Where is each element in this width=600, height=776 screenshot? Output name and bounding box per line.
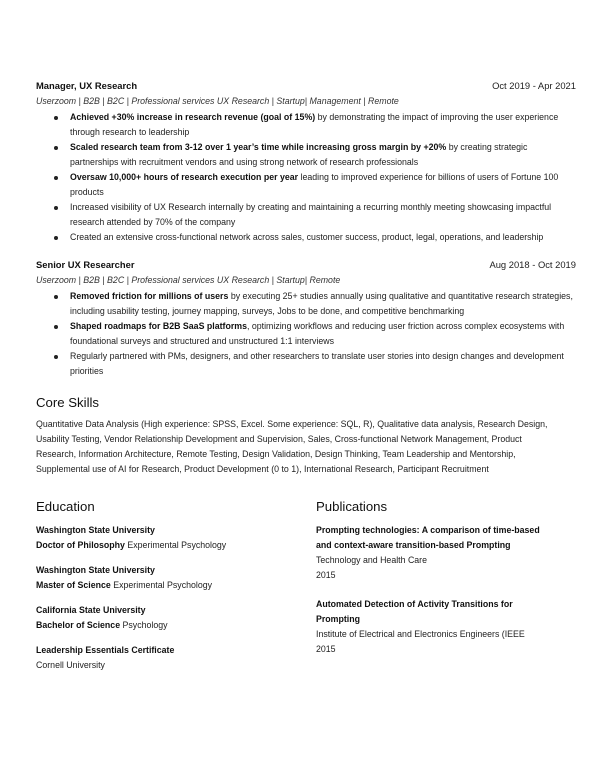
- publication-year: 2015: [316, 644, 336, 654]
- bullet-item: [36, 170, 576, 200]
- publication-entry: [316, 523, 556, 583]
- job-header: [36, 80, 576, 91]
- bullet-text: Created an extensive cross-functional network across sales, customer success, product, legal, operations, and leadership: [70, 232, 544, 242]
- degree-line: [36, 538, 316, 553]
- degree-line: [36, 578, 316, 593]
- publication-venue: Technology and Health Care: [316, 555, 428, 565]
- bullet-text: by executing 25+ studies annually using qualitative and quantitative research strategies, including usability testing, journey mapping, surveys, Jobs to be done, and competitive benchmarking: [70, 291, 573, 316]
- job-bullets: [36, 289, 576, 379]
- bullet-text: , optimizing workflows and reducing user friction across complex ecosystems with foundational surveys and structured and unstructured 1:1 interviews: [70, 321, 565, 346]
- job-dates: Oct 2019 - Apr 2021: [492, 80, 576, 91]
- bullet-bold: Removed friction for millions of users: [70, 291, 229, 301]
- publications-section: [316, 499, 576, 683]
- education-entry: [36, 523, 316, 553]
- publication-title: Automated Detection of Activity Transitions for Prompting: [316, 599, 513, 624]
- job-entry: [36, 80, 576, 245]
- education-entry: [36, 603, 316, 633]
- education-section: [36, 499, 316, 683]
- degree-line: [36, 618, 316, 633]
- bullet-text: by demonstrating the impact of improving the user experience through research to leadership: [70, 112, 559, 137]
- bullet-bold: Oversaw 10,000+ hours of research execution per year: [70, 172, 299, 182]
- education-entry: [36, 563, 316, 593]
- field: Experimental Psychology: [110, 580, 213, 590]
- two-column-section: [36, 499, 576, 683]
- certificate-entry: [36, 643, 316, 673]
- school-name: Washington State University: [36, 525, 155, 535]
- skills-text: Quantitative Data Analysis (High experience: SPSS, Excel. Some experience: SQL, R), Qualitative data analysis, Research Design, Usability Testing, Vendor Relationship Development and Supervision, Sales, Cross-functional Network Management, Product Research, Information Architecture, Remote Testing, Design Validation, Design Thinking, Team Leadership and Mentorship, Supplemental use of AI for Research, Product Development (0 to 1), International Research, Participant Recruitment: [36, 419, 548, 474]
- publication-year: 2015: [316, 570, 336, 580]
- publications-heading: Publications: [316, 499, 388, 514]
- publication-entry: [316, 597, 556, 657]
- bullet-text: Regularly partnered with PMs, designers, and other researchers to translate user stories into design changes and development priorities: [70, 351, 564, 376]
- bullet-item: [36, 289, 576, 319]
- job-tags: Userzoom | B2B | B2C | Professional services UX Research | Startup| Management | Remote: [36, 96, 399, 106]
- education-heading: Education: [36, 499, 95, 514]
- bullet-text: Increased visibility of UX Research internally by creating and maintaining a recurring monthly meeting showcasing impactful research attended by 70% of the company: [70, 202, 552, 227]
- bullet-item: [36, 349, 576, 379]
- field: Psychology: [120, 620, 168, 630]
- degree: Doctor of Philosophy: [36, 540, 125, 550]
- bullet-item: [36, 319, 576, 349]
- skills-heading: Core Skills: [36, 395, 100, 410]
- job-header: [36, 259, 576, 270]
- publication-title: Prompting technologies: A comparison of time-based and context-aware transition-based Prompting: [316, 525, 540, 550]
- bullet-bold: Scaled research team from 3-12 over 1 year’s time while increasing gross margin by +20%: [70, 142, 447, 152]
- school-name: Washington State University: [36, 565, 155, 575]
- job-entry: [36, 259, 576, 379]
- school-name: California State University: [36, 605, 146, 615]
- degree: Master of Science: [36, 580, 111, 590]
- bullet-item: [36, 230, 576, 245]
- certificate-issuer: Cornell University: [36, 660, 105, 670]
- job-tags: Userzoom | B2B | B2C | Professional services UX Research | Startup| Remote: [36, 275, 341, 285]
- job-title: Senior UX Researcher: [36, 259, 135, 270]
- degree: Bachelor of Science: [36, 620, 121, 630]
- bullet-text: leading to improved experience for billions of users of Fortune 100 products: [70, 172, 559, 197]
- bullet-bold: Shaped roadmaps for B2B SaaS platforms: [70, 321, 247, 331]
- certificate-name: Leadership Essentials Certificate: [36, 645, 175, 655]
- job-dates: Aug 2018 - Oct 2019: [489, 259, 576, 270]
- bullet-text: by creating strategic partnerships with recruitment vendors and using strong network of research professionals: [70, 142, 528, 167]
- job-bullets: [36, 110, 576, 245]
- skills-section: [36, 395, 576, 477]
- field: Experimental Psychology: [124, 540, 227, 550]
- bullet-item: [36, 140, 576, 170]
- bullet-item: [36, 200, 576, 230]
- bullet-bold: Achieved +30% increase in research revenue (goal of 15%): [70, 112, 316, 122]
- job-title: Manager, UX Research: [36, 80, 138, 91]
- publication-venue: Institute of Electrical and Electronics Engineers (IEEE: [316, 629, 525, 639]
- bullet-item: [36, 110, 576, 140]
